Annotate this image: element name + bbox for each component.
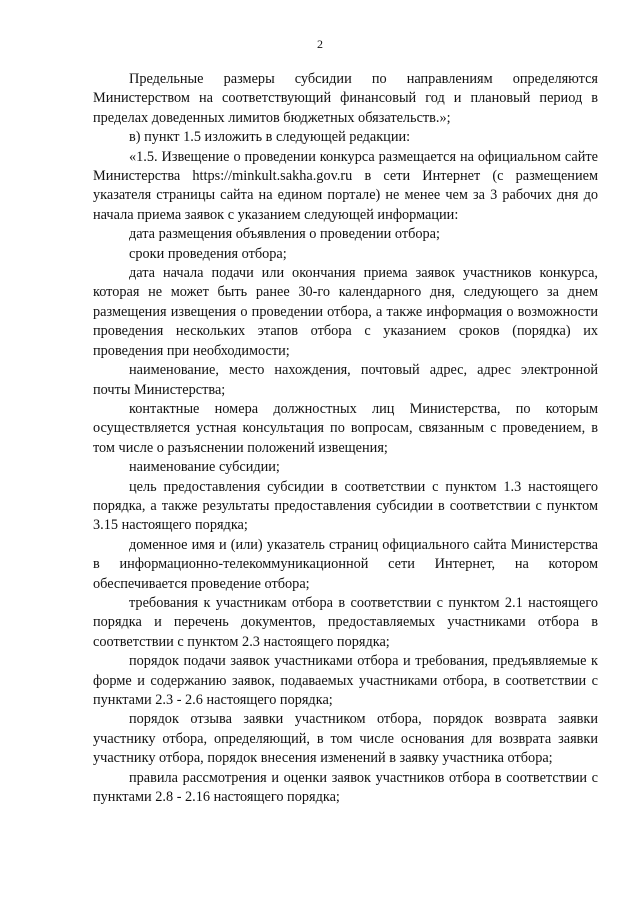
paragraph: контактные номера должностных лиц Министерства, по которым осуществляется устная консультация по вопросам, связанным с проведением, в том числе о разъяснении положений извещения; bbox=[93, 400, 598, 456]
paragraph: требования к участникам отбора в соответствии с пунктом 2.1 настоящего порядка и перечень документов, предоставляемых участниками отбора в соответствии с пунктом 2.3 настоящего порядка; bbox=[93, 594, 598, 650]
paragraph: порядок отзыва заявки участником отбора, порядок возврата заявки участнику отбора, определяющий, в том числе основания для возврата заявки участнику отбора, порядок внесения изменений в заявку участника отбора; bbox=[93, 711, 598, 767]
paragraph: доменное имя и (или) указатель страниц официального сайта Министерства в информационно-телекоммуникационной сети Интернет, на котором обеспечивается проведение отбора; bbox=[93, 536, 598, 592]
paragraph: наименование, место нахождения, почтовый адрес, адрес электронной почты Министерства; bbox=[93, 362, 598, 398]
paragraph: порядок подачи заявок участниками отбора и требования, предъявляемые к форме и содержанию заявок, подаваемых участниками отбора, в соответствии с пунктами 2.3 - 2.6 настоящего порядка; bbox=[93, 653, 598, 708]
paragraph: наименование субсидии; bbox=[129, 459, 280, 476]
page-number: 2 bbox=[317, 37, 323, 51]
paragraph: сроки проведения отбора; bbox=[129, 245, 287, 262]
document-body bbox=[93, 70, 598, 807]
paragraph: цель предоставления субсидии в соответствии с пунктом 1.3 настоящего порядка, а также результаты предоставления субсидии в соответствии с пунктом 3.15 настоящего порядка; bbox=[93, 478, 598, 534]
paragraph: в) пункт 1.5 изложить в следующей редакции: bbox=[129, 129, 411, 146]
paragraph: «1.5. Извещение о проведении конкурса размещается на официальном сайте Министерства https://minkult.sakha.gov.ru в сети Интернет (с размещением указателя страницы сайта на едином портале) не менее чем за 3 рабочих дня до начала приема заявок с указанием следующей информации: bbox=[93, 148, 598, 223]
paragraph: дата размещения объявления о проведении отбора; bbox=[129, 226, 440, 243]
paragraph: правила рассмотрения и оценки заявок участников отбора в соответствии с пунктами 2.8 - 2.16 настоящего порядка; bbox=[93, 769, 598, 806]
paragraph: Предельные размеры субсидии по направлениям определяются Министерством на соответствующий финансовый год и плановый период в пределах доведенных лимитов бюджетных обязательств.»; bbox=[93, 71, 598, 126]
paragraph: дата начала подачи или окончания приема заявок участников конкурса, которая не может быть ранее 30-го календарного дня, следующего за днем размещения извещения о проведении отбора, а также информация о возможности проведения нескольких этапов отбора с указанием сроков (порядка) их проведения при необходимости; bbox=[93, 265, 598, 359]
